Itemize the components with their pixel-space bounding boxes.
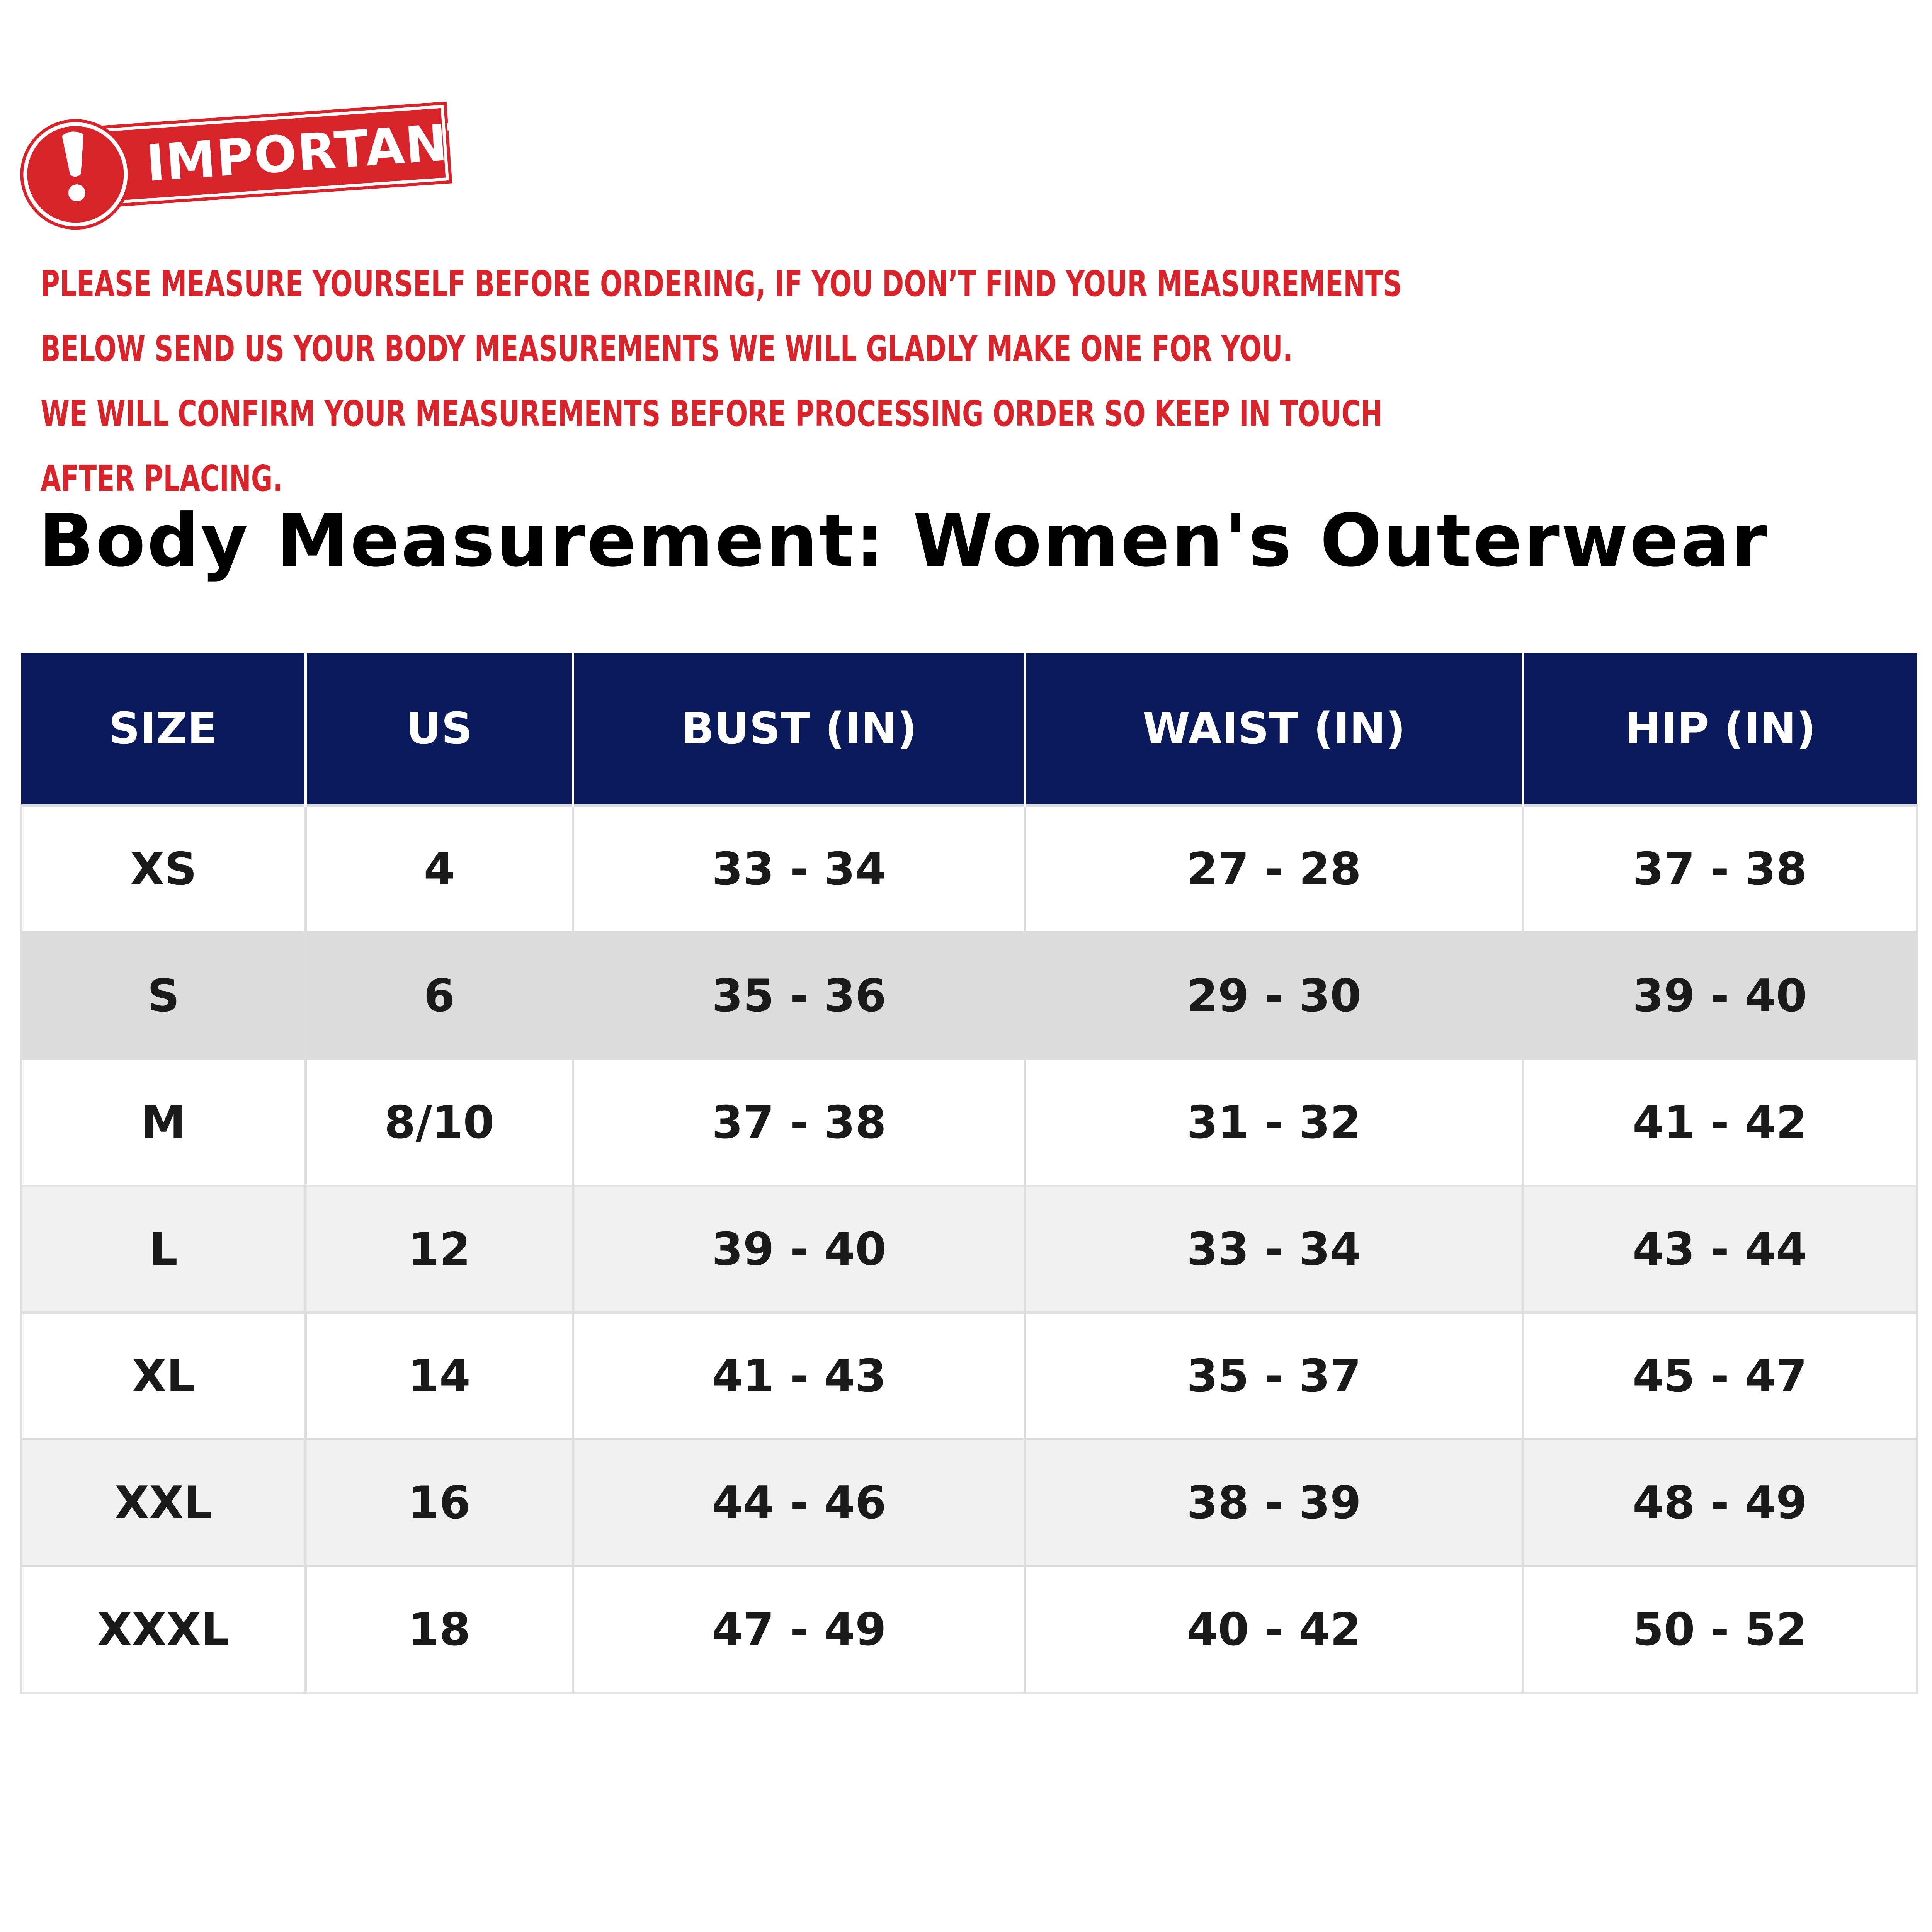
size-chart-table xyxy=(20,653,1918,1694)
cell-waist: 38 - 39 xyxy=(1025,1439,1523,1566)
cell-waist: 27 - 28 xyxy=(1025,806,1523,932)
cell-size: L xyxy=(21,1186,306,1313)
cell-us: 16 xyxy=(306,1439,573,1566)
cell-bust: 33 - 34 xyxy=(573,806,1025,932)
cell-waist: 31 - 32 xyxy=(1025,1059,1523,1186)
exclamation-icon xyxy=(57,127,93,206)
table-row xyxy=(21,806,1917,932)
column-header-us: US xyxy=(306,653,573,806)
column-header-hip: HIP (IN) xyxy=(1523,653,1917,806)
cell-us: 6 xyxy=(306,932,573,1059)
cell-bust: 39 - 40 xyxy=(573,1186,1025,1313)
cell-hip: 45 - 47 xyxy=(1523,1313,1917,1439)
cell-waist: 35 - 37 xyxy=(1025,1313,1523,1439)
cell-hip: 50 - 52 xyxy=(1523,1566,1917,1693)
page-title: Body Measurement: Women's Outerwear xyxy=(39,498,1769,583)
cell-hip: 43 - 44 xyxy=(1523,1186,1917,1313)
table-row xyxy=(21,932,1917,1059)
notice-line: AFTER PLACING. xyxy=(41,458,283,499)
cell-waist: 29 - 30 xyxy=(1025,932,1523,1059)
cell-hip: 37 - 38 xyxy=(1523,806,1917,932)
cell-hip: 48 - 49 xyxy=(1523,1439,1917,1566)
cell-bust: 41 - 43 xyxy=(573,1313,1025,1439)
cell-size: XXL xyxy=(21,1439,306,1566)
cell-waist: 33 - 34 xyxy=(1025,1186,1523,1313)
table-row xyxy=(21,1186,1917,1313)
cell-size: S xyxy=(21,932,306,1059)
badge-label: IMPORTANT xyxy=(144,111,485,193)
cell-us: 12 xyxy=(306,1186,573,1313)
table-row xyxy=(21,1439,1917,1566)
notice-text xyxy=(41,257,1548,517)
cell-bust: 44 - 46 xyxy=(573,1439,1025,1566)
table-header-row xyxy=(21,653,1917,806)
table-row xyxy=(21,1059,1917,1186)
cell-size: XXXL xyxy=(21,1566,306,1693)
cell-bust: 37 - 38 xyxy=(573,1059,1025,1186)
cell-size: XS xyxy=(21,806,306,932)
table-row xyxy=(21,1313,1917,1439)
cell-hip: 41 - 42 xyxy=(1523,1059,1917,1186)
cell-bust: 47 - 49 xyxy=(573,1566,1025,1693)
notice-line: BELOW SEND US YOUR BODY MEASUREMENTS WE WILL GLADLY MAKE ONE FOR YOU. xyxy=(41,328,1293,369)
cell-us: 14 xyxy=(306,1313,573,1439)
cell-size: M xyxy=(21,1059,306,1186)
notice-line: WE WILL CONFIRM YOUR MEASUREMENTS BEFORE PROCESSING ORDER SO KEEP IN TOUCH xyxy=(41,393,1383,434)
cell-hip: 39 - 40 xyxy=(1523,932,1917,1059)
column-header-bust: BUST (IN) xyxy=(573,653,1025,806)
table-row xyxy=(21,1566,1917,1693)
important-badge xyxy=(23,88,485,232)
cell-waist: 40 - 42 xyxy=(1025,1566,1523,1693)
cell-bust: 35 - 36 xyxy=(573,932,1025,1059)
cell-us: 18 xyxy=(306,1566,573,1693)
cell-us: 4 xyxy=(306,806,573,932)
notice-line: PLEASE MEASURE YOURSELF BEFORE ORDERING, IF YOU DON’T FIND YOUR MEASUREMENTS xyxy=(41,263,1402,304)
cell-us: 8/10 xyxy=(306,1059,573,1186)
column-header-size: SIZE xyxy=(21,653,306,806)
column-header-waist: WAIST (IN) xyxy=(1025,653,1523,806)
cell-size: XL xyxy=(21,1313,306,1439)
